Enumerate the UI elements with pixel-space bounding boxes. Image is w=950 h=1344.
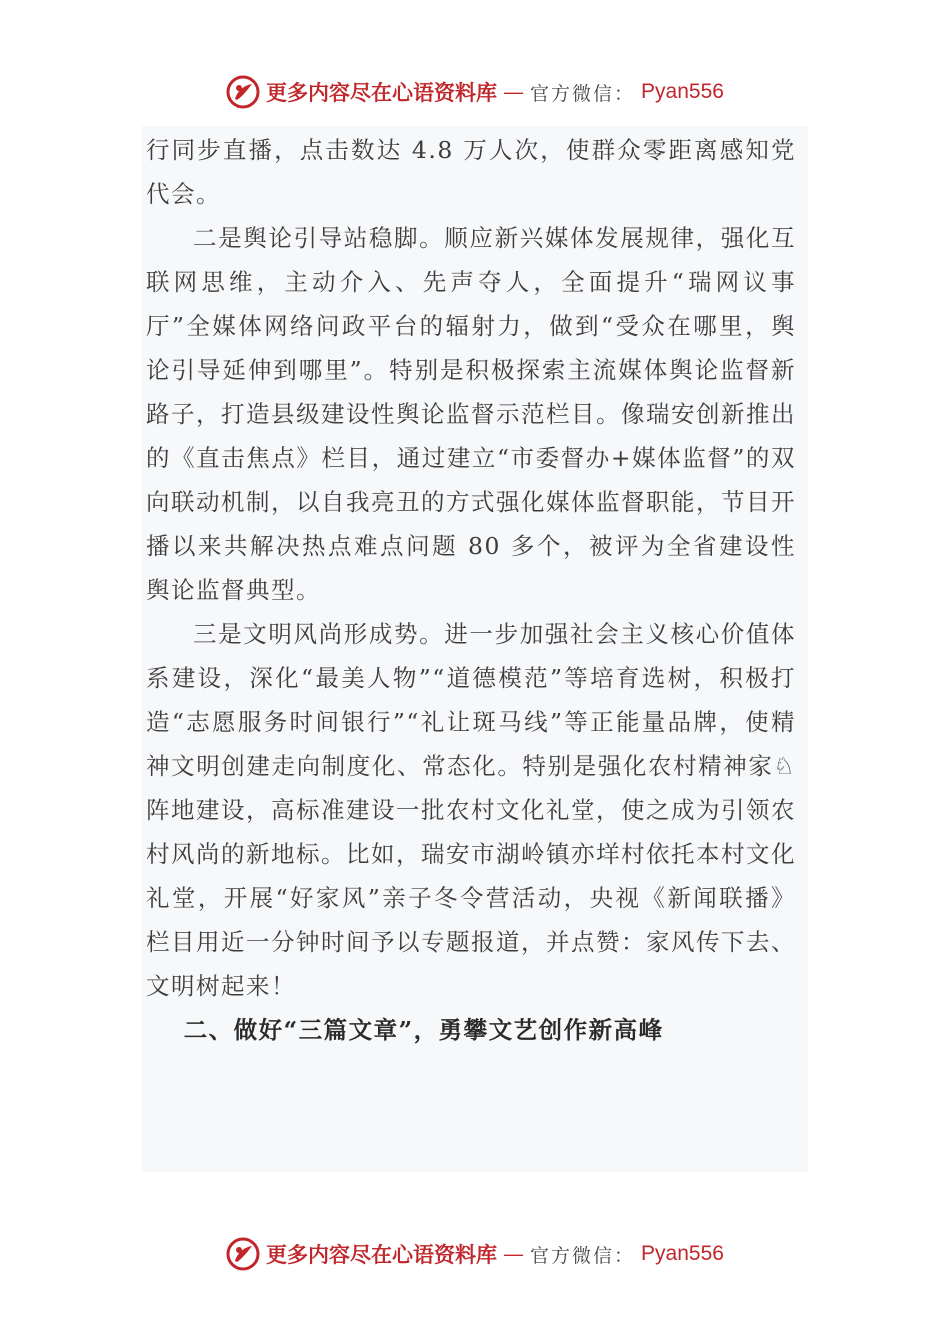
brand-text: 更多内容尽在心语资料库	[266, 1242, 498, 1267]
banner-dash: —	[503, 1242, 525, 1266]
section-heading: 二、做好“三篇文章”，勇攀文艺创作新高峰	[183, 1016, 664, 1044]
paragraph-continuation: 行同步直播，点击数达 4.8 万人次，使群众零距离感知党代会。	[146, 136, 796, 208]
brand-logo-icon	[226, 75, 260, 109]
banner-dash: —	[503, 80, 525, 104]
paragraph-civilization: 三是文明风尚形成势。进一步加强社会主义核心价值体系建设，深化“最美人物”“道德模范”等培育选树，积极打造“志愿服务时间银行”“礼让斑马线”等正能量品牌，使精神文明创建走向制度化、常态化。特别是强化农村精神家♘阵地建设，高标准建设一批农村文化礼堂，使之成为引领农村风尚的新地标。比如，瑞安市湖岭镇亦垟村依托本村文化礼堂，开展“好家风”亲子冬令营活动，央视《新闻联播》栏目用近一分钟时间予以专题报道，并点赞：家风传下去、文明树起来！	[146, 620, 796, 1000]
wechat-id: Pyan556	[641, 1242, 724, 1265]
brand-text: 更多内容尽在心语资料库	[266, 80, 498, 105]
wechat-id: Pyan556	[641, 80, 724, 103]
wechat-label: 官方微信：	[530, 82, 636, 105]
footer-banner	[0, 1230, 950, 1278]
brand-logo-icon	[226, 1237, 260, 1271]
paragraph-public-opinion: 二是舆论引导站稳脚。顺应新兴媒体发展规律，强化互联网思维，主动介入、先声夺人，全面提升“瑞网议事厅”全媒体网络问政平台的辐射力，做到“受众在哪里，舆论引导延伸到哪里”。特别是积极探索主流媒体舆论监督新路子，打造县级建设性舆论监督示范栏目。像瑞安创新推出的《直击焦点》栏目，通过建立“市委督办+媒体监督”的双向联动机制，以自我亮丑的方式强化媒体监督职能，节目开播以来共解决热点难点问题 80 多个，被评为全省建设性舆论监督典型。	[146, 224, 796, 604]
header-banner	[0, 68, 950, 116]
document-body	[146, 128, 796, 1052]
wechat-label: 官方微信：	[530, 1244, 636, 1267]
